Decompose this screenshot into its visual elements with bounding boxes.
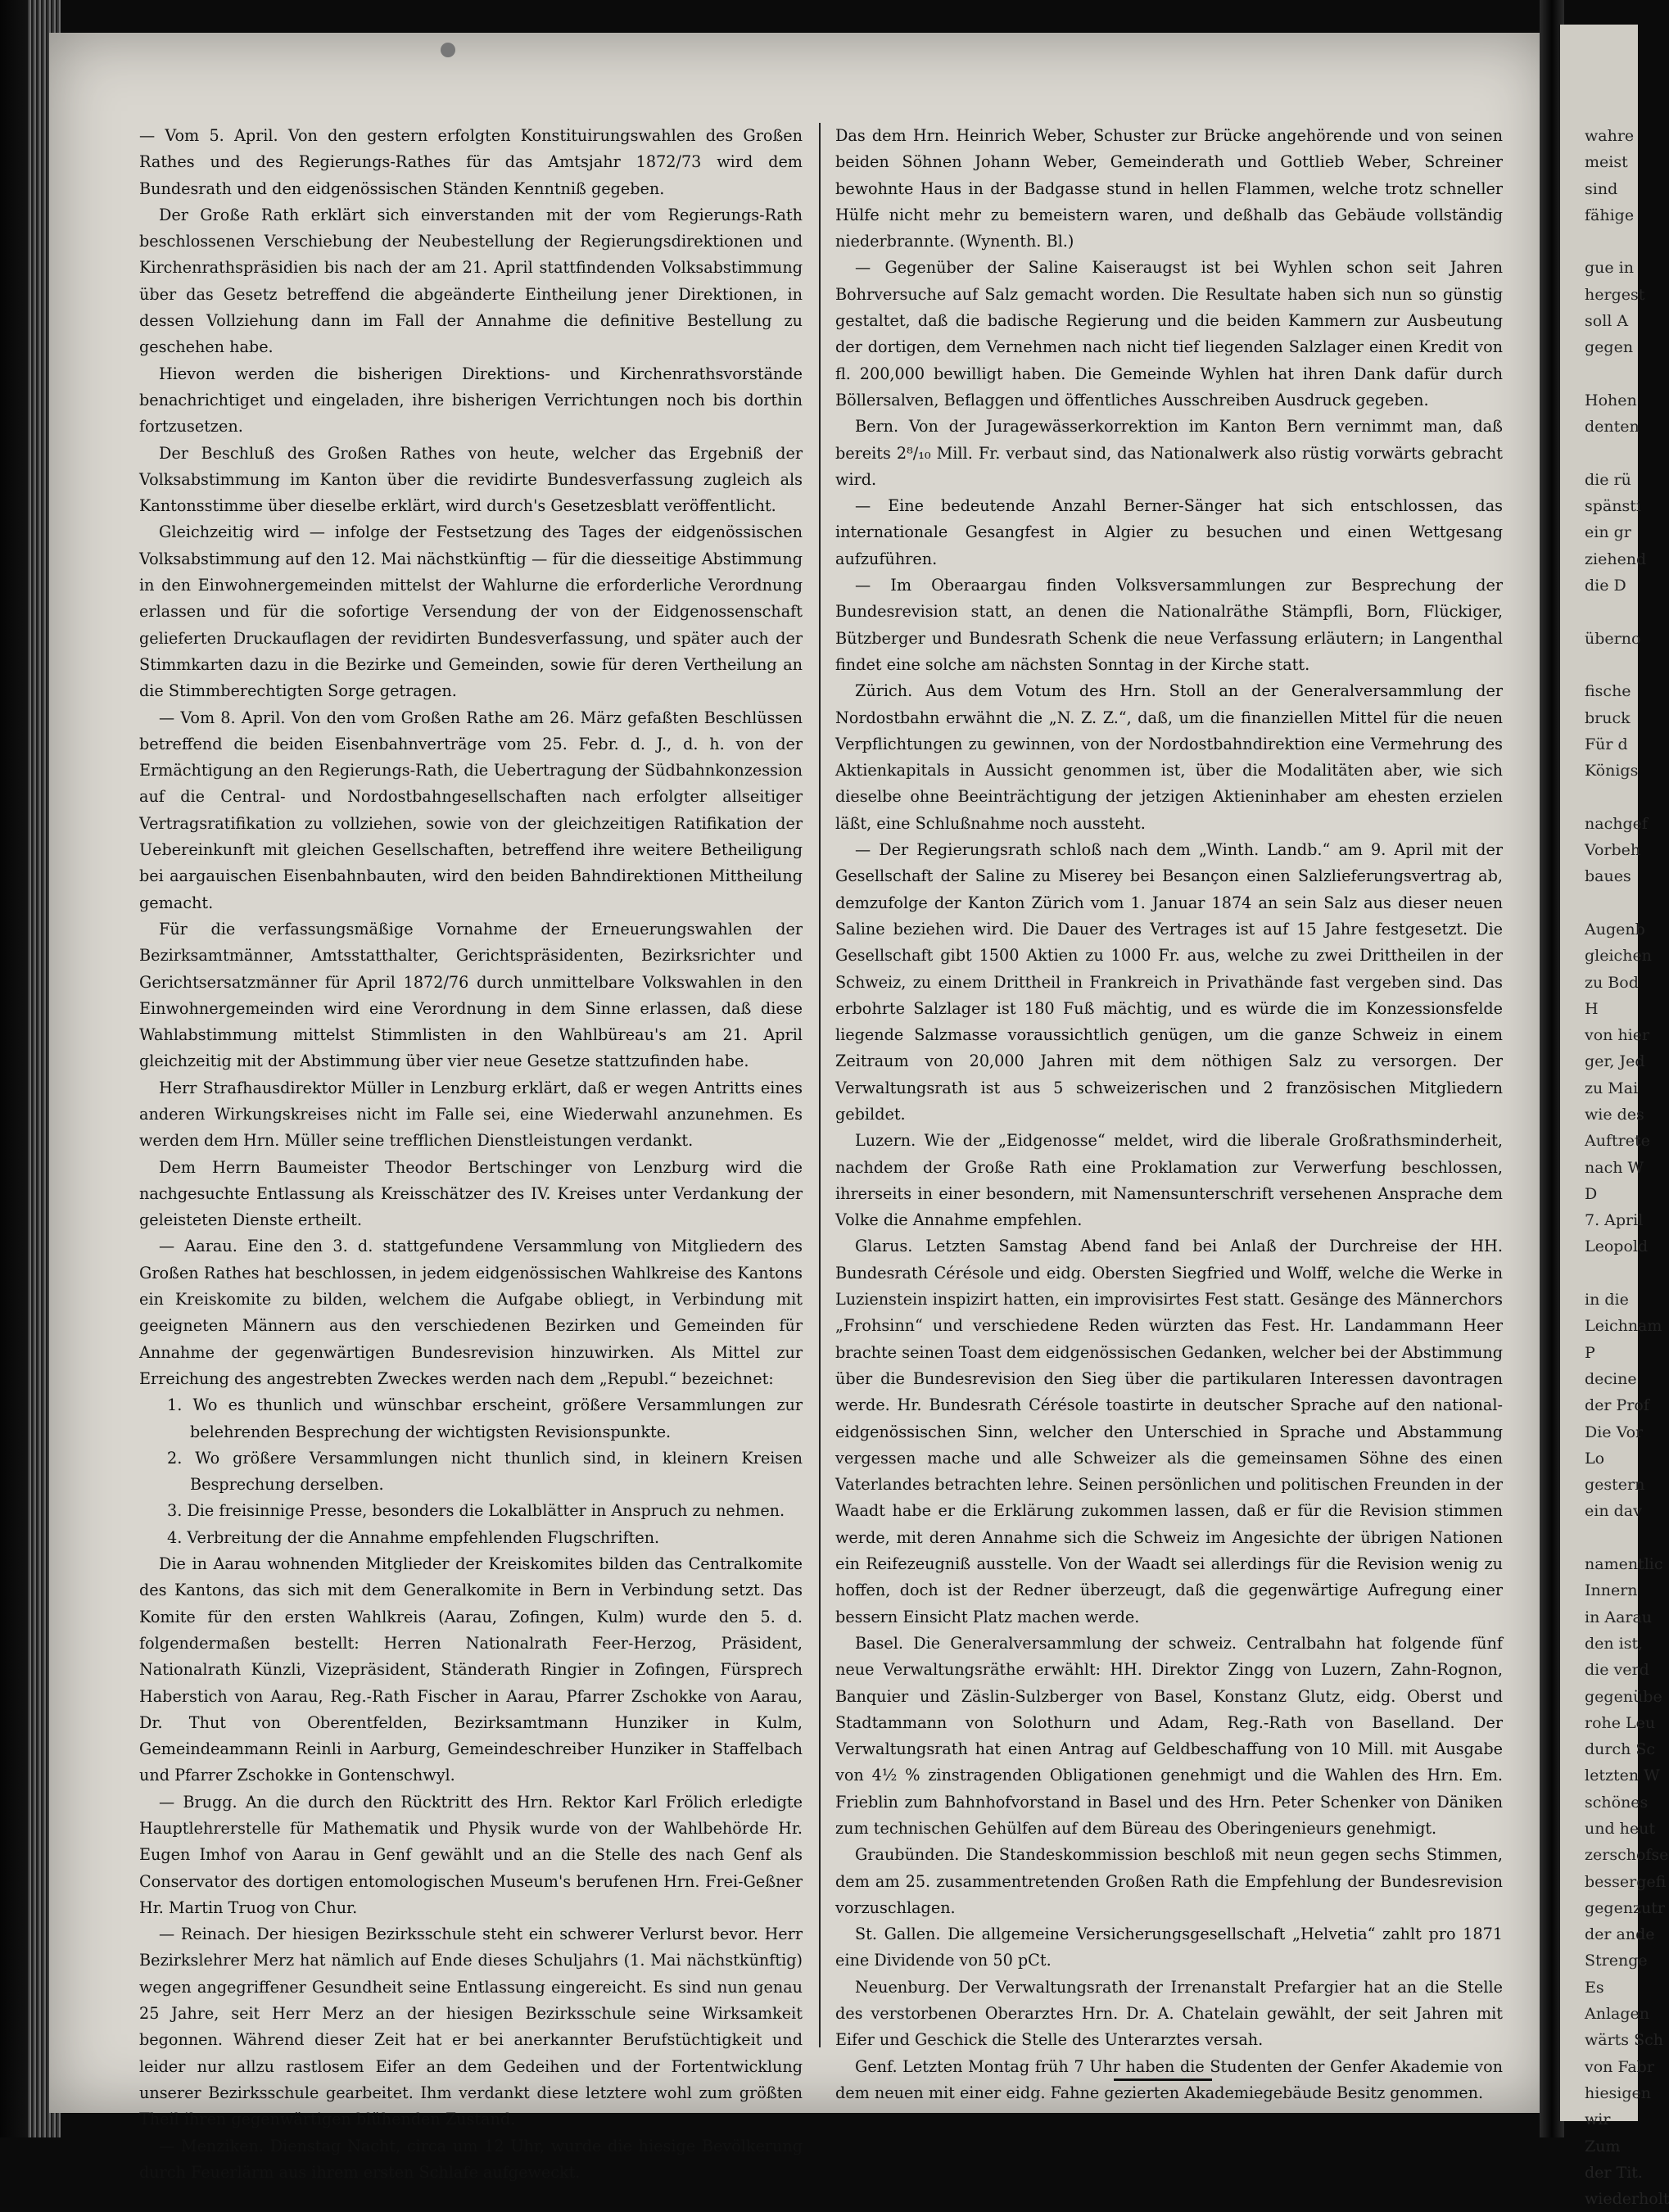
adjacent-page-line: D	[1585, 1184, 1598, 1203]
adjacent-page-line: den ist,	[1585, 1634, 1644, 1653]
article-paragraph: Dem Herrn Baumeister Theodor Bertschinger von Lenzburg wird die nachgesuchte Entlassung als Kreisschätzer des IV. Kreises unter Verdankung der geleisteten Dienste ertheilt.	[139, 1157, 803, 1230]
adjacent-page-line: ziehend	[1585, 550, 1647, 568]
list-item: 1. Wo es thunlich und wünschbar erscheint, größere Versammlungen zur belehrenden Besprechung der wichtigsten Revisionspunkte.	[167, 1396, 803, 1441]
adjacent-page-line: H	[1585, 999, 1599, 1018]
adjacent-page-line: Lo	[1585, 1449, 1605, 1468]
adjacent-page-line: ein dav	[1585, 1502, 1642, 1521]
adjacent-page-line: bruck	[1585, 708, 1631, 727]
article-paragraph: Genf. Letzten Montag früh 7 Uhr haben die Studenten der Genfer Akademie von dem neuen mit einer eidg. Fahne gezierten Akademiegebäude Besitz genommen.	[835, 2056, 1503, 2102]
adjacent-page-line: gegenübe	[1585, 1687, 1662, 1706]
adjacent-page-line: Für d	[1585, 735, 1628, 753]
adjacent-page-line: gleichen	[1585, 947, 1652, 966]
adjacent-page-line	[1585, 361, 1642, 387]
article-paragraph: Der Beschluß des Großen Rathes von heute, welcher das Ergebniß der Volksabstimmung im Kanton über die revidirte Bundesverfassung zugleich als Kantonsstimme über dieselbe erklärt, wird durch's Gesetzesblatt veröffentlicht.	[139, 443, 803, 516]
article-paragraph: — Der Regierungsrath schloß nach dem „Winth. Landb.“ am 9. April mit der Gesellschaft der Saline zu Miserey bei Besançon einen Salzlieferungsvertrag ab, demzufolge der Kanton Zürich vom 1. Januar 1874 an sein Salz aus dieser neuen Saline beziehen wird. Die Dauer des Vertrages ist auf 15 Jahre festgesetzt. Die Gesellschaft gibt 1500 Aktien zu 1000 Fr. aus, welche zu zwei Drittheilen in der Schweiz, zu einem Drittheil in Frankreich in Privathände fast vergeben sind. Das erbohrte Salzlager ist 180 Fuß mächtig, und es würde die im Konzessionsfelde liegende Salzmasse voraussichtlich genügen, um die ganze Schweiz in einem Zeitraum von 20,000 Jahren mit dem nöthigen Salz zu versorgen. Der Verwaltungsrath ist aus 5 schweizerischen und 2 französischen Mitgliedern gebildet.	[835, 840, 1503, 1124]
adjacent-page-line: der Tit.	[1585, 2163, 1643, 2182]
article-paragraph: Zürich. Aus dem Votum des Hrn. Stoll an der Generalversammlung der Nordostbahn erwähnt die „N. Z. Z.“, daß, um die finanziellen Mittel für die neuen Verpflichtungen zu gewinnen, von der Nordostbahndirektion eine Vermehrung des Aktienkapitals in Aussicht genommen ist, über die Modalitäten aber, wie sich dieselbe ohne Beeinträchtigung der jetzigen Aktieninhaber am ehesten erzielen läßt, eine Schlußnahme noch aussteht.	[835, 681, 1503, 833]
adjacent-page-line: gestern	[1585, 1476, 1645, 1495]
adjacent-page-text	[1585, 123, 1669, 2212]
adjacent-page-line: 7. April	[1585, 1211, 1644, 1230]
adjacent-page-line	[1585, 441, 1642, 467]
adjacent-page-line: zerschofse	[1585, 1846, 1669, 1865]
article-paragraph: Für die verfassungsmäßige Vornahme der Erneuerungswahlen der Bezirksamtmänner, Amtsstatthalter, Gerichtspräsidenten, Bezirksrichter und Gerichtsersatzmänner für April 1872/76 durch unmittelbare Volkswahlen in den Einwohnergemeinden wird eine Verordnung in dem Sinne erlassen, daß diese Wahlabstimmung mittelst Stimmlisten in den Wahlbüreau's am 21. April gleichzeitig mit der Abstimmung über vier neue Gesetze stattzufinden habe.	[139, 919, 803, 1071]
adjacent-page-line: Hohen	[1585, 391, 1637, 409]
article-paragraph: — Gegenüber der Saline Kaiseraugst ist bei Wyhlen schon seit Jahren Bohrversuche auf Salz gemacht worden. Die Resultate haben sich nun so günstig gestaltet, daß die badische Regierung und die beiden Kammern zur Ausbeutung der dortigen, dem Vernehmen nach nicht tief liegenden Salzlager einen Kredit von fl. 200,000 bewilligt haben. Die Gemeinde Wyhlen hat ihren Dank dafür durch Böllersalven, Beflaggen und öffentliches Ausschreiben Ausdruck gegeben.	[835, 258, 1503, 409]
adjacent-page-line: von hier	[1585, 1026, 1650, 1045]
adjacent-page-line: Leopold	[1585, 1237, 1649, 1256]
adjacent-page-line: der Prof	[1585, 1396, 1649, 1415]
article-paragraph: — Vom 5. April. Von den gestern erfolgten Konstituirungswahlen des Großen Rathes und des Regierungs-Rathes für das Amtsjahr 1872/73 wird dem Bundesrath und den eidgenössischen Ständen Kenntniß gegeben.	[139, 126, 803, 198]
adjacent-page-line: überno	[1585, 629, 1641, 648]
end-rule	[1114, 2079, 1212, 2081]
adjacent-page-line: wiederholt	[1585, 2190, 1669, 2209]
article-paragraph: St. Gallen. Die allgemeine Versicherungsgesellschaft „Helvetia“ zahlt pro 1871 eine Dividende von 50 pCt.	[835, 1925, 1503, 1970]
adjacent-page-line: Augenb	[1585, 920, 1645, 939]
column-divider	[819, 123, 821, 2047]
list-item: 3. Die freisinnige Presse, besonders die Lokalblätter in Anspruch zu nehmen.	[167, 1501, 785, 1521]
article-paragraph: — Eine bedeutende Anzahl Berner-Sänger hat sich entschlossen, das internationale Gesangfest in Algier zu besuchen und einen Wettgesang aufzuführen.	[835, 496, 1503, 568]
adjacent-page-line: wärts Sch	[1585, 2031, 1663, 2050]
article-paragraph: Das dem Hrn. Heinrich Weber, Schuster zur Brücke angehörende und von seinen beiden Söhnen Johann Weber, Gemeinderath und Gottlieb Weber, Schreiner bewohnte Haus in der Badgasse stund in hellen Flammen, welche trotz schneller Hülfe nicht mehr zu bemeistern waren, und deßhalb das Gebäude vollständig niederbrannte. (Wynenth. Bl.)	[835, 126, 1503, 251]
adjacent-page-line: in Aarau	[1585, 1608, 1653, 1626]
adjacent-page-line	[1585, 1260, 1642, 1287]
adjacent-page-line: Auftrete	[1585, 1132, 1650, 1151]
list-item: 4. Verbreitung der die Annahme empfehlenden Flugschriften.	[167, 1527, 660, 1547]
adjacent-page-line	[1585, 784, 1642, 810]
adjacent-page-line: sind	[1585, 179, 1618, 198]
adjacent-page-line	[1585, 890, 1642, 916]
article-paragraph: — Menziken. Dienstag Nacht, circa um 12 Uhr, wurde die hiesige Bevölkerung durch Feuerlärm aus ihrem ersten Schlafe aufgeweckt.	[139, 2136, 803, 2182]
adjacent-page-line: wir	[1585, 2110, 1611, 2129]
adjacent-page-line: Es	[1585, 1978, 1604, 1997]
adjacent-page-line: Zum	[1585, 2137, 1621, 2155]
article-paragraph: Der Große Rath erklärt sich einverstanden mit der vom Regierungs-Rath beschlossenen Verschiebung der Neubestellung der Regierungsdirektionen und Kirchenrathspräsidien bis nach der am 21. April stattfindenden Volksabstimmung über das Gesetz betreffend die abgeänderte Eintheilung jener Direktionen, in dessen Vollziehung dann im Fall der Annahme die definitive Bestellung zu geschehen habe.	[139, 205, 803, 357]
adjacent-page-line: fähige	[1585, 206, 1635, 224]
article-paragraph: Glarus. Letzten Samstag Abend fand bei Anlaß der Durchreise der HH. Bundesrath Cérésole und eidg. Obersten Siegfried und Wolff, welche die Werke in Luzienstein inspizirt hatten, ein improvisirtes Fest statt. Gesänge des Männerchors „Frohsinn“ und verschiedene Reden würzten das Fest. Hr. Landammann Heer brachte seinen Toast dem eidgenössischen Gedanken, welcher bei der Abstimmung über die Bundesrevision den Sieg über die partikularen Interessen davontragen werde. Hr. Bundesrath Cérésole toastirte in deutscher Sprache auf den national-eidgenössischen Sinn, welcher den Unterschied in Sprache und Abstammung vergessen mache und alle Schweizer als die gemeinsamen Söhne des einen Vaterlandes betrachten lehre. Seinen persönlichen und politischen Freunden in der Waadt habe er die Erklärung zukommen lassen, daß er für die Revision stimmen werde, mit deren Annahme sich die Schweiz im Angesichte der übrigen Nationen ein Reifezeugniß ausstelle. Von der Waadt sei allerdings für die Revision wenig zu hoffen, doch ist der Redner überzeugt, daß die gegenwärtige Aufregung einer bessern Einsicht Platz machen werde.	[835, 1237, 1503, 1626]
adjacent-page-line: wahre	[1585, 127, 1635, 145]
adjacent-page-line	[1585, 1525, 1642, 1551]
article-paragraph: — Vom 8. April. Von den vom Großen Rathe am 26. März gefaßten Beschlüssen betreffend die beiden Eisenbahnverträge vom 25. Febr. d. J., d. h. von der Ermächtigung an den Regierungs-Rath, die Uebertragung der Südbahnkonzession auf die Central- und Nordostbahngesellschaften nach erfolgter allseitiger Vertragsratifikation zu vollziehen, sowie von der gleichzeitigen Ratifikation der Uebereinkunft mit gleichen Gesellschaften, betreffend ihre weitere Betheiligung bei aargauischen Eisenbahnbauten, wird den beiden Bahndirektionen Mittheilung gemacht.	[139, 708, 803, 912]
adjacent-page-line: fische	[1585, 682, 1631, 701]
adjacent-page-line: Strenge	[1585, 1952, 1648, 1970]
adjacent-page-line	[1585, 652, 1642, 678]
article-paragraph: Gleichzeitig wird — infolge der Festsetzung des Tages der eidgenössischen Volksabstimmung auf den 12. Mai nächstkünftig — für die diesseitige Abstimmung in den Einwohnergemeinden mittelst der Wahlurne die erforderliche Verordnung erlassen und für die sofortige Versendung der von der Eidgenossenschaft gelieferten Druckauflagen der revidirten Bundesverfassung, und später auch der Stimmkarten dazu in die Bezirke und Gemeinden, sowie für deren Vertheilung an die Stimmberechtigten Sorge getragen.	[139, 522, 803, 701]
adjacent-page-line: durch Sc	[1585, 1740, 1656, 1759]
adjacent-page-line: P	[1585, 1343, 1595, 1362]
adjacent-page-line: namentlic	[1585, 1555, 1663, 1574]
adjacent-page-line: die verd	[1585, 1661, 1649, 1680]
adjacent-page-line: Königs	[1585, 762, 1639, 780]
adjacent-page-line: Anlagen	[1585, 2005, 1650, 2024]
adjacent-page-line: gegenzutr	[1585, 1898, 1666, 1917]
adjacent-page-line: soll A	[1585, 312, 1629, 331]
adjacent-page-line: und heut	[1585, 1820, 1656, 1838]
article-paragraph: Luzern. Wie der „Eidgenosse“ meldet, wird die liberale Großrathsminderheit, nachdem der Große Rath eine Proklamation zur Verwerfung beschlossen, ihrerseits in einer besondern, mit Namensunterschrift versehenen Ansprache dem Volke die Annahme empfehlen.	[835, 1131, 1503, 1230]
article-paragraph: Graubünden. Die Standeskommission beschloß mit neun gegen sechs Stimmen, dem am 25. zusammentretenden Großen Rath die Empfehlung der Bundesrevision vorzuschlagen.	[835, 1845, 1503, 1917]
adjacent-page-line: die rü	[1585, 470, 1631, 489]
adjacent-page-line: nach W	[1585, 1158, 1644, 1177]
adjacent-page-line: Innern	[1585, 1581, 1638, 1600]
adjacent-page-line: wie des	[1585, 1105, 1644, 1124]
adjacent-page-line: der ande	[1585, 1925, 1655, 1944]
article-paragraph: Neuenburg. Der Verwaltungsrath der Irrenanstalt Prefargier hat an die Stelle des verstorbenen Oberarztes Hrn. Dr. A. Chatelain gewählt, der seit Jahren mit Eifer und Geschick die Stelle des Unterarztes versah.	[835, 1977, 1503, 2050]
adjacent-page-line: nachgef	[1585, 814, 1648, 833]
adjacent-page-line: die D	[1585, 577, 1626, 595]
article-paragraph: Basel. Die Generalversammlung der schweiz. Centralbahn hat folgende fünf neue Verwaltungsräthe erwählt: HH. Direktor Zingg von Luzern, Zahn-Rognon, Banquier und Zäslin-Sulzberger von Basel, Konstanz Glutz, eidg. Oberst und Stadtammann von Solothurn und Adam, Reg.-Rath von Baselland. Der Verwaltungsrath hat einen Antrag auf Geldbeschaffung von 10 Mill. mit Ausgabe von 4½ % zinstragenden Obligationen genehmigt und die Wahlen des Hrn. Em. Frieblin zum Bahnhofvorstand in Basel und des Hrn. Peter Schenker von Däniken zum technischen Gehülfen auf dem Büreau des Oberingenieurs genehmigt.	[835, 1633, 1503, 1838]
adjacent-page-line: hiesigen	[1585, 2083, 1652, 2102]
adjacent-page-line: gegen	[1585, 338, 1634, 357]
adjacent-page-line	[1585, 599, 1642, 625]
article-paragraph: Hievon werden die bisherigen Direktions- und Kirchenrathsvorstände benachrichtiget und eingeladen, ihre bisherigen Verrichtungen noch bis dorthin fortzusetzen.	[139, 364, 803, 437]
article-paragraph: Herr Strafhausdirektor Müller in Lenzburg erklärt, daß er wegen Antritts eines anderen Wirkungskreises nicht im Falle sei, eine Wiederwahl anzunehmen. Es werden dem Hrn. Müller seine trefflichen Dienstleistungen verdankt.	[139, 1078, 803, 1151]
column-left	[139, 123, 803, 2186]
adjacent-page-line: hergest	[1585, 285, 1645, 304]
article-paragraph: Bern. Von der Juragewässerkorrektion im Kanton Bern vernimmt man, daß bereits 2⁸/₁₀ Mill. Fr. verbaut sind, das Nationalwerk also rüstig vorwärts gebracht wird.	[835, 417, 1503, 489]
adjacent-page-line: schönes	[1585, 1793, 1649, 1812]
adjacent-page-line: rohe Leu	[1585, 1713, 1656, 1732]
article-paragraph: — Im Oberaargau finden Volksversammlungen zur Besprechung der Bundesrevision statt, an denen die Nationalräthe Stämpfli, Born, Flückiger, Bützberger und Bundesrath Schenk die neue Verfassung erläutern; in Langenthal findet eine solche am nächsten Sonntag in der Kirche statt.	[835, 576, 1503, 674]
adjacent-page-line	[1585, 228, 1642, 255]
adjacent-page-line: letzten W	[1585, 1766, 1660, 1785]
article-paragraph: — Brugg. An die durch den Rücktritt des Hrn. Rektor Karl Frölich erledigte Hauptlehrerstelle für Mathematik und Physik wurde von der Wahlbehörde Hr. Eugen Imhof von Aarau in Genf gewählt und an die Stelle des nach Genf als Conservator des dortigen entomologischen Museum's berufenen Hrn. Frei-Geßner Hr. Martin Truog von Chur.	[139, 1792, 803, 1917]
adjacent-page-line: Leichnam	[1585, 1317, 1662, 1336]
adjacent-page-line: baues	[1585, 867, 1631, 886]
adjacent-page-line: spänsti	[1585, 497, 1641, 516]
adjacent-page-line: denten	[1585, 418, 1640, 437]
adjacent-page-line: Vorbeh	[1585, 841, 1641, 860]
adjacent-page-line: ger, Jed	[1585, 1052, 1645, 1071]
column-right	[835, 123, 1503, 2106]
adjacent-page-line: zu Bod	[1585, 973, 1639, 992]
article-paragraph: — Reinach. Der hiesigen Bezirksschule steht ein schwerer Verlurst bevor. Herr Bezirkslehrer Merz hat nämlich auf Ende dieses Schuljahrs (1. Mai nächstkünftig) wegen angegriffener Gesundheit seine Entlassung eingereicht. Es sind nun genau 25 Jahre, seit Herr Merz an der hiesigen Bezirksschule seine Wirksamkeit begonnen. Während dieser Zeit hat er bei anerkannter Berufstüchtigkeit und leider nur allzu rastlosem Eifer an dem Gedeihen und der Fortentwicklung unserer Bezirksschule gearbeitet. Ihm verdankt diese letztere wohl zum größten Theil ihren gegenwärtigen blühenden Zustand.	[139, 1925, 803, 2129]
adjacent-page-line: zu Mai	[1585, 1079, 1639, 1097]
article-paragraph: Die in Aarau wohnenden Mitglieder der Kreiskomites bilden das Centralkomite des Kantons, das sich mit dem Generalkomite in Bern in Verbindung setzt. Das Komite für den ersten Wahlkreis (Aarau, Zofingen, Kulm) wurde den 5. d. folgendermaßen bestellt: Herren Nationalrath Feer-Herzog, Präsident, Nationalrath Künzli, Vizepräsident, Ständerath Ringier in Zofingen, Fürsprech Haberstich von Aarau, Reg.-Rath Fischer in Aarau, Pfarrer Zschokke von Aarau, Dr. Thut von Oberentfelden, Bezirksamtmann Hunziker in Kulm, Gemeindeammann Reinli in Aarburg, Gemeindeschreiber Hunziker in Staffelbach und Pfarrer Zschokke in Gontenschwyl.	[139, 1554, 803, 1785]
adjacent-page-line: ein gr	[1585, 523, 1631, 542]
adjacent-page-line: in die	[1585, 1291, 1629, 1310]
adjacent-page-line: meist	[1585, 153, 1628, 172]
adjacent-page-line: Die Vor	[1585, 1423, 1644, 1441]
adjacent-page-line: gue in	[1585, 259, 1634, 278]
list-item: 2. Wo größere Versammlungen nicht thunlich sind, in kleinern Kreisen Besprechung derselben.	[167, 1448, 803, 1495]
adjacent-page-line: von Fabr	[1585, 2057, 1654, 2076]
article-paragraph: — Aarau. Eine den 3. d. stattgefundene Versammlung von Mitgliedern des Großen Rathes hat beschlossen, in jedem eidgenössischen Wahlkreise des Kantons ein Kreiskomite zu bilden, welchem die Aufgabe obliegt, in Verbindung mit geeigneten Männern aus den verschiedenen Bezirken und Gemeinden für Annahme der gegenwärtigen Bundesrevision hinzuwirken. Als Mittel zur Erreichung des angestrebten Zweckes werden nach dem „Republ.“ bezeichnet:	[139, 1237, 803, 1388]
binding-hole	[441, 43, 455, 57]
adjacent-page-line: bessergefi	[1585, 1872, 1667, 1891]
adjacent-page-line: decine	[1585, 1369, 1637, 1388]
